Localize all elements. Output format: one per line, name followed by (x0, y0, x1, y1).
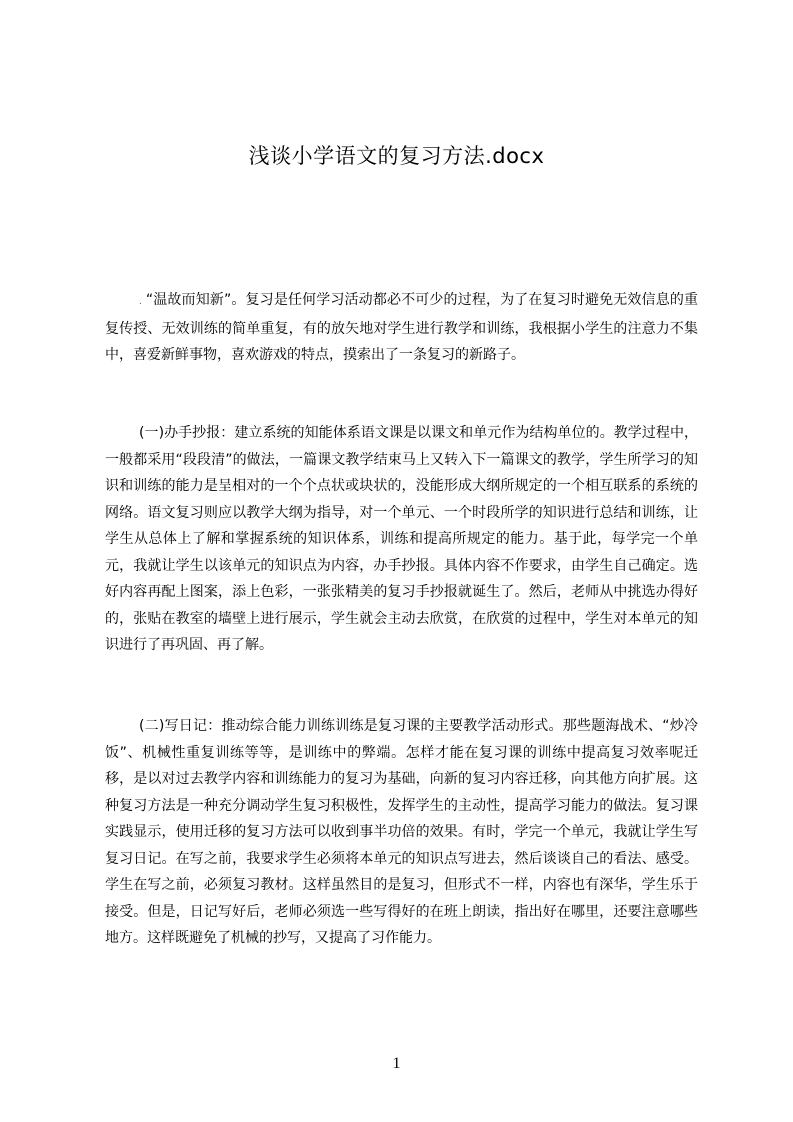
paragraph-intro-text: “温故而知新”。复习是任何学习活动都必不可少的过程，为了在复习时避免无效信息的重复传授、无效训练的简单重复，有的放矢地对学生进行教学和训练，我根据小学生的注意力不集中，喜爱新鲜事物，喜欢游戏的特点，摸索出了一条复习的新路子。 (105, 292, 698, 363)
page-number: 1 (392, 1055, 401, 1072)
paragraph-handwritten-newspaper: (一)办手抄报：建立系统的知能体系语文课是以课文和单元作为结构单位的。教学过程中，一般都采用“段段清”的做法，一篇课文教学结束马上又转入下一篇课文的教学，学生所学习的知识和训练的能力是呈相对的一个个点状或块状的，没能形成大纲所规定的一个相互联系的系统的网络。语文复习则应以教学大纲为指导，对一个单元、一个时段所学的知识进行总结和训练，让学生从总体上了解和掌握系统的知识体系，训练和提高所规定的能力。基于此，每学完一个单元，我就让学生以该单元的知识点为内容，办手抄报。具体内容不作要求，由学生自己确定。选好内容再配上图案，添上色彩，一张张精美的复习手抄报就诞生了。然后，老师从中挑选办得好的，张贴在教室的墙壁上进行展示，学生就会主动去欣赏，在欣赏的过程中，学生对本单元的知识进行了再巩固、再了解。 (105, 425, 698, 653)
paragraph-intro (105, 287, 698, 369)
paragraph-diary: (二)写日记：推动综合能力训练训练是复习课的主要教学活动形式。那些题海战术、“炒冷饭”、机械性重复训练等等，是训练中的弊端。怎样才能在复习课的训练中提高复习效率呢迁移，是以对过去教学内容和训练能力的复习为基础，向新的复习内容迁移，向其他方向扩展。这种复习方法是一种充分调动学生复习积极性，发挥学生的主动性，提高学习能力的做法。复习课实践显示，使用迁移的复习方法可以收到事半功倍的效果。有时，学完一个单元，我就让学生写复习日记。在写之前，我要求学生必须将本单元的知识点写进去，然后谈谈自己的看法、感受。学生在写之前，必须复习教材。这样虽然目的是复习，但形式不一样，内容也有深华，学生乐于接受。但是，日记写好后，老师必须选一些写得好的在班上朗读，指出好在哪里，还要注意哪些地方。这样既避免了机械的抄写，又提高了习作能力。 (105, 718, 698, 946)
lead-mark: . (139, 297, 142, 307)
document-title: 浅谈小学语文的复习方法.docx (248, 144, 545, 168)
